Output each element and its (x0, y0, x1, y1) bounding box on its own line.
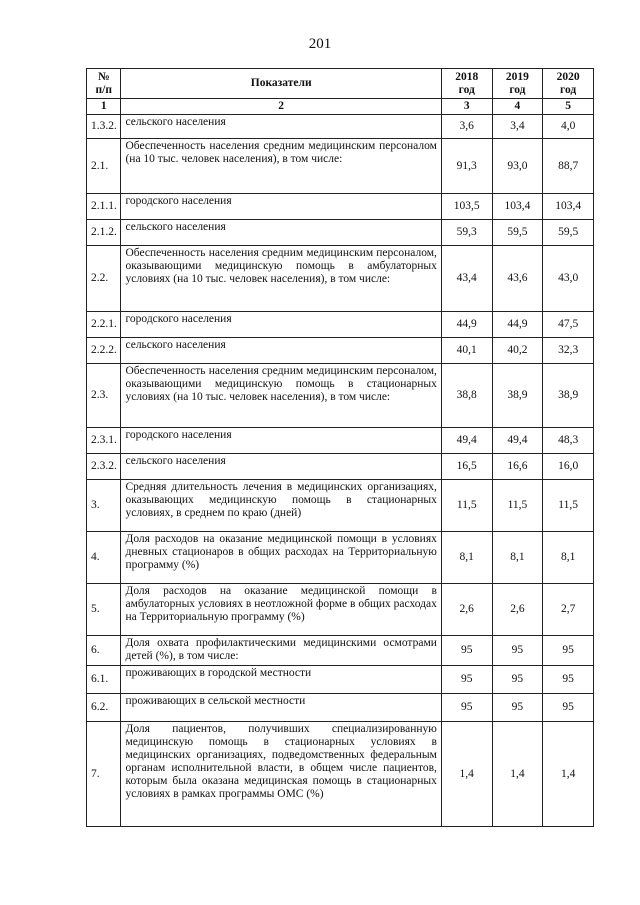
row-value-2020: 38,9 (543, 364, 594, 428)
row-number: 4. (87, 532, 121, 584)
row-value-2020: 88,7 (543, 139, 594, 194)
row-number: 3. (87, 480, 121, 532)
row-value-2020: 47,5 (543, 312, 594, 338)
row-value-2020: 43,0 (543, 246, 594, 312)
row-number: 2.1.2. (87, 220, 121, 246)
row-value-2018: 11,5 (441, 480, 492, 532)
row-value-2019: 40,2 (492, 338, 543, 364)
row-value-2019: 3,4 (492, 115, 543, 139)
table-row (87, 532, 594, 584)
page-number: 201 (308, 36, 332, 52)
table-row (87, 364, 594, 428)
row-value-2020: 95 (543, 636, 594, 666)
row-indicator: Доля расходов на оказание медицинской помощи в условиях дневных стационаров в общих расходах на Территориальную программу (%) (121, 532, 441, 584)
row-number: 5. (87, 584, 121, 636)
row-value-2018: 49,4 (441, 428, 492, 454)
row-indicator: Обеспеченность населения средним медицинским персоналом, оказывающими медицинскую помощь в стационарных условиях (на 10 тыс. человек населения), в том числе: (121, 364, 441, 428)
row-number: 2.2.2. (87, 338, 121, 364)
row-indicator: Обеспеченность населения средним медицинским персоналом (на 10 тыс. человек населения), в том числе: (121, 139, 441, 194)
row-indicator: Доля расходов на оказание медицинской помощи в амбулаторных условиях в неотложной форме в общих расходах на Территориальную программу (%) (121, 584, 441, 636)
table-row (87, 312, 594, 338)
row-value-2019: 16,6 (492, 454, 543, 480)
row-indicator: Доля охвата профилактическими медицинскими осмотрами детей (%), в том числе: (121, 636, 441, 666)
header-year-2018: 2018 год (441, 69, 492, 99)
row-value-2019: 95 (492, 666, 543, 694)
row-value-2020: 103,4 (543, 194, 594, 220)
header-year-2020: 2020 год (543, 69, 594, 99)
row-value-2020: 95 (543, 666, 594, 694)
row-indicator: Средняя длительность лечения в медицинских организациях, оказывающих медицинскую помощь в стационарных условиях, в среднем по краю (дней) (121, 480, 441, 532)
row-value-2019: 1,4 (492, 722, 543, 827)
row-number: 2.3.2. (87, 454, 121, 480)
row-value-2020: 95 (543, 694, 594, 722)
row-value-2019: 2,6 (492, 584, 543, 636)
row-value-2018: 2,6 (441, 584, 492, 636)
row-value-2019: 95 (492, 636, 543, 666)
row-value-2018: 16,5 (441, 454, 492, 480)
row-number: 2.3. (87, 364, 121, 428)
row-number: 2.2.1. (87, 312, 121, 338)
row-number: 2.3.1. (87, 428, 121, 454)
col-number-3: 3 (441, 99, 492, 115)
row-indicator: сельского населения (121, 220, 441, 246)
row-number: 7. (87, 722, 121, 827)
row-value-2019: 95 (492, 694, 543, 722)
row-value-2020: 32,3 (543, 338, 594, 364)
indicators-table (86, 68, 594, 827)
table-row (87, 194, 594, 220)
row-value-2020: 8,1 (543, 532, 594, 584)
row-indicator: сельского населения (121, 338, 441, 364)
row-value-2018: 40,1 (441, 338, 492, 364)
row-value-2019: 44,9 (492, 312, 543, 338)
table-row (87, 636, 594, 666)
row-indicator: городского населения (121, 428, 441, 454)
row-value-2018: 43,4 (441, 246, 492, 312)
row-value-2020: 11,5 (543, 480, 594, 532)
table-row (87, 428, 594, 454)
col-number-4: 4 (492, 99, 543, 115)
row-value-2019: 59,5 (492, 220, 543, 246)
row-indicator: Доля пациентов, получивших специализированную медицинскую помощь в стационарных условиях в медицинских организациях, подведомственных федеральным органам исполнительной власти, в общем числе пациентов, которым была оказана медицинская помощь в стационарных условиях в рамках программы ОМС (%) (121, 722, 441, 827)
row-indicator: городского населения (121, 312, 441, 338)
row-value-2019: 11,5 (492, 480, 543, 532)
table-row (87, 139, 594, 194)
row-value-2020: 2,7 (543, 584, 594, 636)
row-value-2018: 59,3 (441, 220, 492, 246)
row-value-2020: 1,4 (543, 722, 594, 827)
row-indicator: сельского населения (121, 454, 441, 480)
row-indicator: проживающих в городской местности (121, 666, 441, 694)
row-indicator: сельского населения (121, 115, 441, 139)
row-value-2018: 1,4 (441, 722, 492, 827)
row-value-2020: 4,0 (543, 115, 594, 139)
row-value-2018: 95 (441, 694, 492, 722)
row-value-2019: 38,9 (492, 364, 543, 428)
row-value-2019: 93,0 (492, 139, 543, 194)
row-value-2018: 38,8 (441, 364, 492, 428)
row-number: 6.2. (87, 694, 121, 722)
header-indicators: Показатели (121, 69, 441, 99)
header-num: № п/п (87, 69, 121, 99)
row-indicator: проживающих в сельской местности (121, 694, 441, 722)
row-value-2018: 95 (441, 666, 492, 694)
row-number: 2.1.1. (87, 194, 121, 220)
row-number: 1.3.2. (87, 115, 121, 139)
table-row (87, 584, 594, 636)
row-value-2019: 8,1 (492, 532, 543, 584)
table-row (87, 220, 594, 246)
row-value-2020: 16,0 (543, 454, 594, 480)
row-value-2018: 8,1 (441, 532, 492, 584)
header-year-2019: 2019 год (492, 69, 543, 99)
table-row (87, 115, 594, 139)
row-value-2020: 59,5 (543, 220, 594, 246)
row-indicator: Обеспеченность населения средним медицинским персоналом, оказывающими медицинскую помощь в амбулаторных условиях (на 10 тыс. человек населения), в том числе: (121, 246, 441, 312)
col-number-1: 1 (87, 99, 121, 115)
col-number-5: 5 (543, 99, 594, 115)
row-value-2018: 44,9 (441, 312, 492, 338)
row-value-2018: 103,5 (441, 194, 492, 220)
row-value-2018: 95 (441, 636, 492, 666)
row-value-2019: 103,4 (492, 194, 543, 220)
table-row (87, 454, 594, 480)
table-row (87, 246, 594, 312)
table-row (87, 694, 594, 722)
row-value-2020: 48,3 (543, 428, 594, 454)
row-number: 6. (87, 636, 121, 666)
table-row (87, 722, 594, 827)
row-value-2019: 43,6 (492, 246, 543, 312)
table-row (87, 480, 594, 532)
row-number: 2.1. (87, 139, 121, 194)
table-row (87, 338, 594, 364)
table-row (87, 666, 594, 694)
row-number: 2.2. (87, 246, 121, 312)
row-value-2018: 3,6 (441, 115, 492, 139)
row-value-2019: 49,4 (492, 428, 543, 454)
row-number: 6.1. (87, 666, 121, 694)
col-number-2: 2 (121, 99, 441, 115)
row-indicator: городского населения (121, 194, 441, 220)
row-value-2018: 91,3 (441, 139, 492, 194)
